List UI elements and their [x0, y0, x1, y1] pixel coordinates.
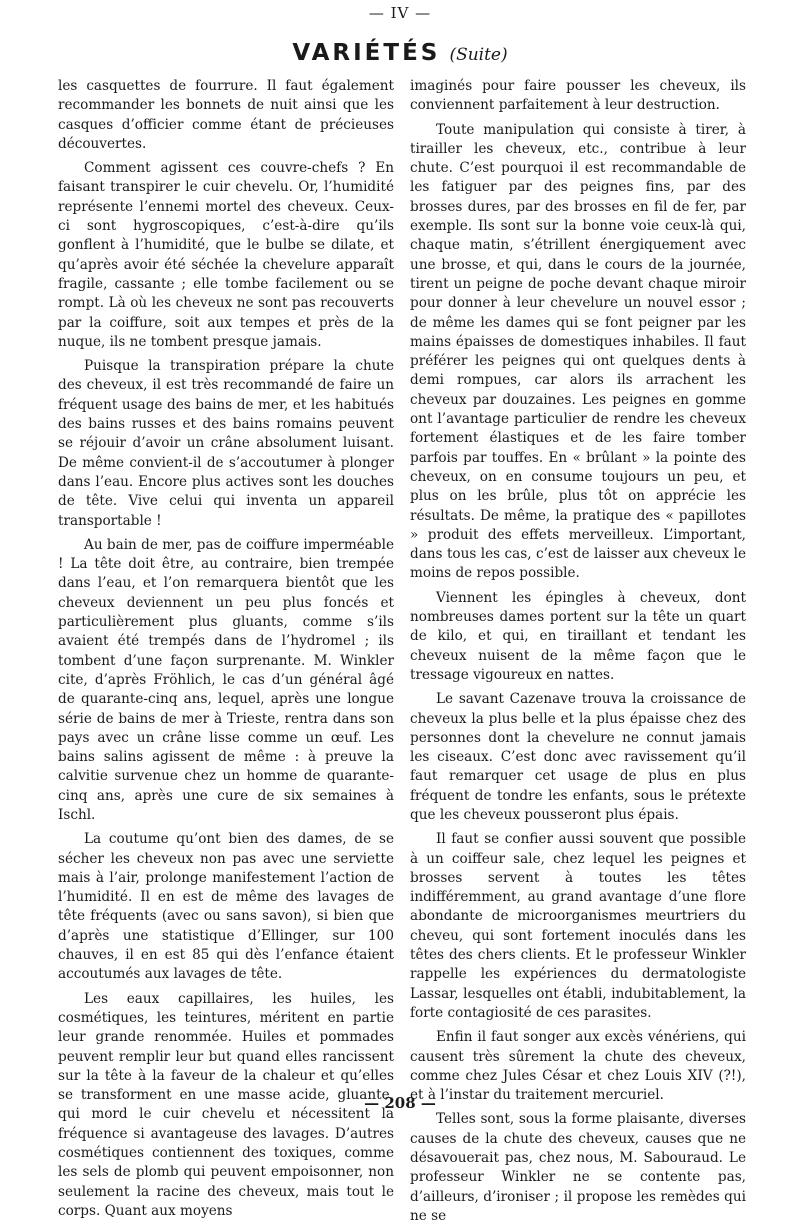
paragraph: Comment agissent ces couvre-chefs ? En faisant transpirer le cuir chevelu. Or, l’humidité représente l’ennemi mortel des cheveux. Ceux-ci sont hygroscopiques, c’est-à-dire qu’ils gonflent à l’humidité, que le bulbe se dilate, et qu’après avoir été séchée la chevelure apparaît fragile, cassante ; elle tombe facilement ou se rompt. Là où les cheveux ne sont pas recouverts par la coiffure, soit aux tempes et près de la nuque, ils ne tombent presque jamais. [58, 160, 394, 350]
paragraph: Viennent les épingles à cheveux, dont nombreuses dames portent sur la tête un quart de kilo, et qui, en tiraillant et tendant les cheveux nuisent de la même façon que le tressage vigoureux en nattes. [410, 589, 746, 683]
paragraph: Le savant Cazenave trouva la croissance de cheveux la plus belle et la plus épaisse chez des personnes dont la chevelure ne connut jamais les ciseaux. C’est donc avec ravissement qu’il faut remarquer cet usage de plus en plus fréquent de tondre les enfants, sous le prétexte que les cheveux pousseront plus épais. [410, 691, 746, 823]
paragraph: Enfin il faut songer aux excès vénériens, qui causent très sûrement la chute des cheveux, comme chez Jules César et chez Louis XIV (?!), et à l’instar du traitement mercuriel. [410, 1029, 746, 1104]
section-title [0, 40, 800, 66]
paragraph: les casquettes de fourrure. Il faut également recommander les bonnets de nuit ainsi que les casques d’officier comme étant de précieuses découvertes. [58, 78, 394, 152]
page-number-footer: — 208 — [364, 1094, 436, 1112]
paragraph: Telles sont, sous la forme plaisante, diverses causes de la chute des cheveux, causes que ne désavouerait pas, chez nous, M. Sabouraud. Le professeur Winkler ne se contente pas, d’ailleurs, d’ironiser ; il propose les remèdes qui ne se [410, 1111, 746, 1224]
paragraph: Il faut se confier aussi souvent que possible à un coiffeur sale, chez lequel les peignes et brosses servent à toutes les têtes indifféremment, au grand avantage d’une flore abondante de microorganismes meurtriers du cheveu, qui sont fortement inoculés dans les têtes des chers clients. Et le professeur Winkler rappelle les expériences du dermatologiste Lassar, lesquelles ont établi, indubitablement, la forte contagiosité de ces parasites. [410, 831, 746, 1021]
paragraph: Les eaux capillaires, les huiles, les cosmétiques, les teintures, méritent en partie leur grande renommée. Huiles et pommades peuvent remplir leur but quand elles rancissent sur la tête à la faveur de la chaleur et qu’elles se transforment en une masse acide, gluante, qui mord le cuir chevelu et nécessitent la fréquence si avantageuse des lavages. D’autres cosmétiques contiennent des toxiques, comme les sels de plomb qui peuvent empoisonner, non seulement la racine des cheveux, mais tout le corps. Quant aux moyens [58, 990, 394, 1219]
section-title-main: VARIÉTÉS [292, 40, 441, 66]
paragraph: La coutume qu’ont bien des dames, de se sécher les cheveux non pas avec une serviette mais à l’air, prolonge manifestement l’action de l’humidité. Il en est de même des lavages de tête fréquents (avec ou sans savon), si bien que d’après une statistique d’Ellinger, sur 100 chauves, il en est 85 qui dès l’enfance étaient accoutumés aux lavages de tête. [58, 831, 394, 983]
section-title-subtitle: (Suite) [449, 45, 508, 65]
page-number-roman: — IV — [368, 4, 432, 22]
right-column [410, 77, 746, 1231]
paragraph: Puisque la transpiration prépare la chute des cheveux, il est très recommandé de faire un fréquent usage des bains de mer, et les habitués des bains russes et des bains romains peuvent se réjouir d’avoir un crâne absolument luisant. De même convient-il de s’accoutumer à plonger dans l’eau. Encore plus actives sont les douches de tête. Vive celui qui inventa un appareil transportable ! [58, 358, 394, 529]
paragraph: imaginés pour faire pousser les cheveux, ils conviennent parfaitement à leur destruction. [410, 78, 746, 114]
paragraph: Toute manipulation qui consiste à tirer, à tirailler les cheveux, etc., contribue à leur chute. C’est pourquoi il est recommandable de les fatiguer par des peignes fins, par des brosses dures, par des brosses en fil de fer, par exemple. Ils sont sur la bonne voie ceux-là qui, chaque matin, s’étrillent énergiquement avec une brosse, et qui, dans le cours de la journée, tirent un peigne de poche devant chaque miroir pour donner à leur chevelure un nouvel essor ; de même les dames qui se font peigner par les mains épaisses de domestiques inhabiles. Il faut préférer les peignes qui ont quelques dents à demi rompues, car alors ils arrachent les cheveux par douzaines. Les peignes en gomme ont l’avantage particulier de rendre les cheveux fortement élastiques et de les faire tomber parfois par touffes. En « brûlant » la pointe des cheveux, on en consume toujours un peu, et plus on les brûle, plus tôt on apprécie les résultats. De même, la pratique des « papillotes » produit des effets merveilleux. L’important, dans tous les cas, c’est de laisser aux cheveux le moins de repos possible. [410, 121, 746, 582]
left-column [58, 77, 394, 1226]
paragraph: Au bain de mer, pas de coiffure imperméable ! La tête doit être, au contraire, bien trempée dans l’eau, et l’on remarquera bientôt que les cheveux deviennent un peu plus foncés et particulièrement plus gluants, comme s’ils avaient été trempés dans de l’hydromel ; ils tombent d’une façon surprenante. M. Winkler cite, d’après Fröhlich, le cas d’un général âgé de quarante-cinq ans, lequel, après une longue série de bains de mer à Trieste, rentra dans son pays avec un crâne lisse comme un œuf. Les bains salins agissent de même : à preuve la calvitie survenue chez un homme de quarante-cinq ans, après une cure de six semaines à Ischl. [58, 536, 394, 823]
